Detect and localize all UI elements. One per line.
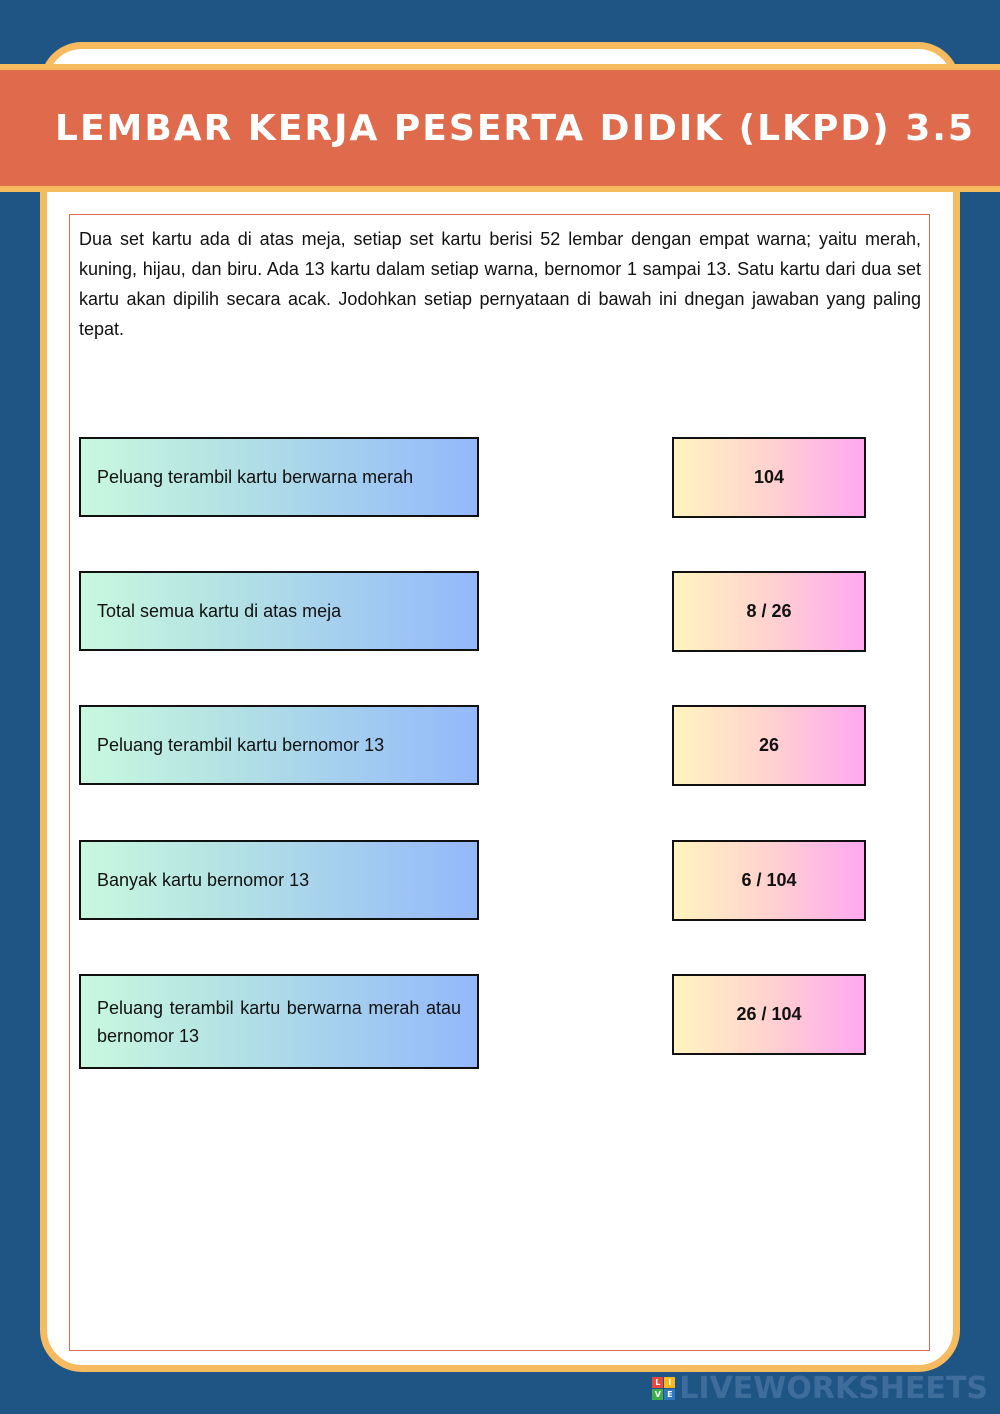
statement-box[interactable]: Peluang terambil kartu berwarna merah atau bernomor 13 <box>79 974 479 1069</box>
answer-box[interactable]: 6 / 104 <box>672 840 866 921</box>
liveworksheets-logo <box>652 1371 988 1406</box>
answer-box[interactable]: 8 / 26 <box>672 571 866 652</box>
statement-box[interactable]: Total semua kartu di atas meja <box>79 571 479 651</box>
statement-box[interactable]: Peluang terambil kartu bernomor 13 <box>79 705 479 785</box>
logo-letter-v: V <box>652 1389 663 1400</box>
instructions-text: Dua set kartu ada di atas meja, setiap set kartu berisi 52 lembar dengan empat warna; yaitu merah, kuning, hijau, dan biru. Ada 13 kartu dalam setiap warna, bernomor 1 sampai 13. Satu kartu dari dua set kartu akan dipilih secara acak. Jodohkan setiap pernyataan di bawah ini dnegan jawaban yang paling tepat. <box>79 229 921 339</box>
title-banner <box>0 64 1000 192</box>
logo-letter-l: L <box>652 1377 663 1388</box>
answer-box[interactable]: 26 <box>672 705 866 786</box>
answer-box[interactable]: 26 / 104 <box>672 974 866 1055</box>
logo-letter-i: I <box>664 1377 675 1388</box>
statement-box[interactable]: Peluang terambil kartu berwarna merah <box>79 437 479 517</box>
statement-box[interactable]: Banyak kartu bernomor 13 <box>79 840 479 920</box>
answer-box[interactable]: 104 <box>672 437 866 518</box>
page-title: LEMBAR KERJA PESERTA DIDIK (LKPD) 3.5 <box>55 107 975 149</box>
liveworksheets-logo-icon <box>652 1377 675 1400</box>
brand-name: LIVEWORKSHEETS <box>679 1371 988 1406</box>
logo-letter-e: E <box>664 1389 675 1400</box>
